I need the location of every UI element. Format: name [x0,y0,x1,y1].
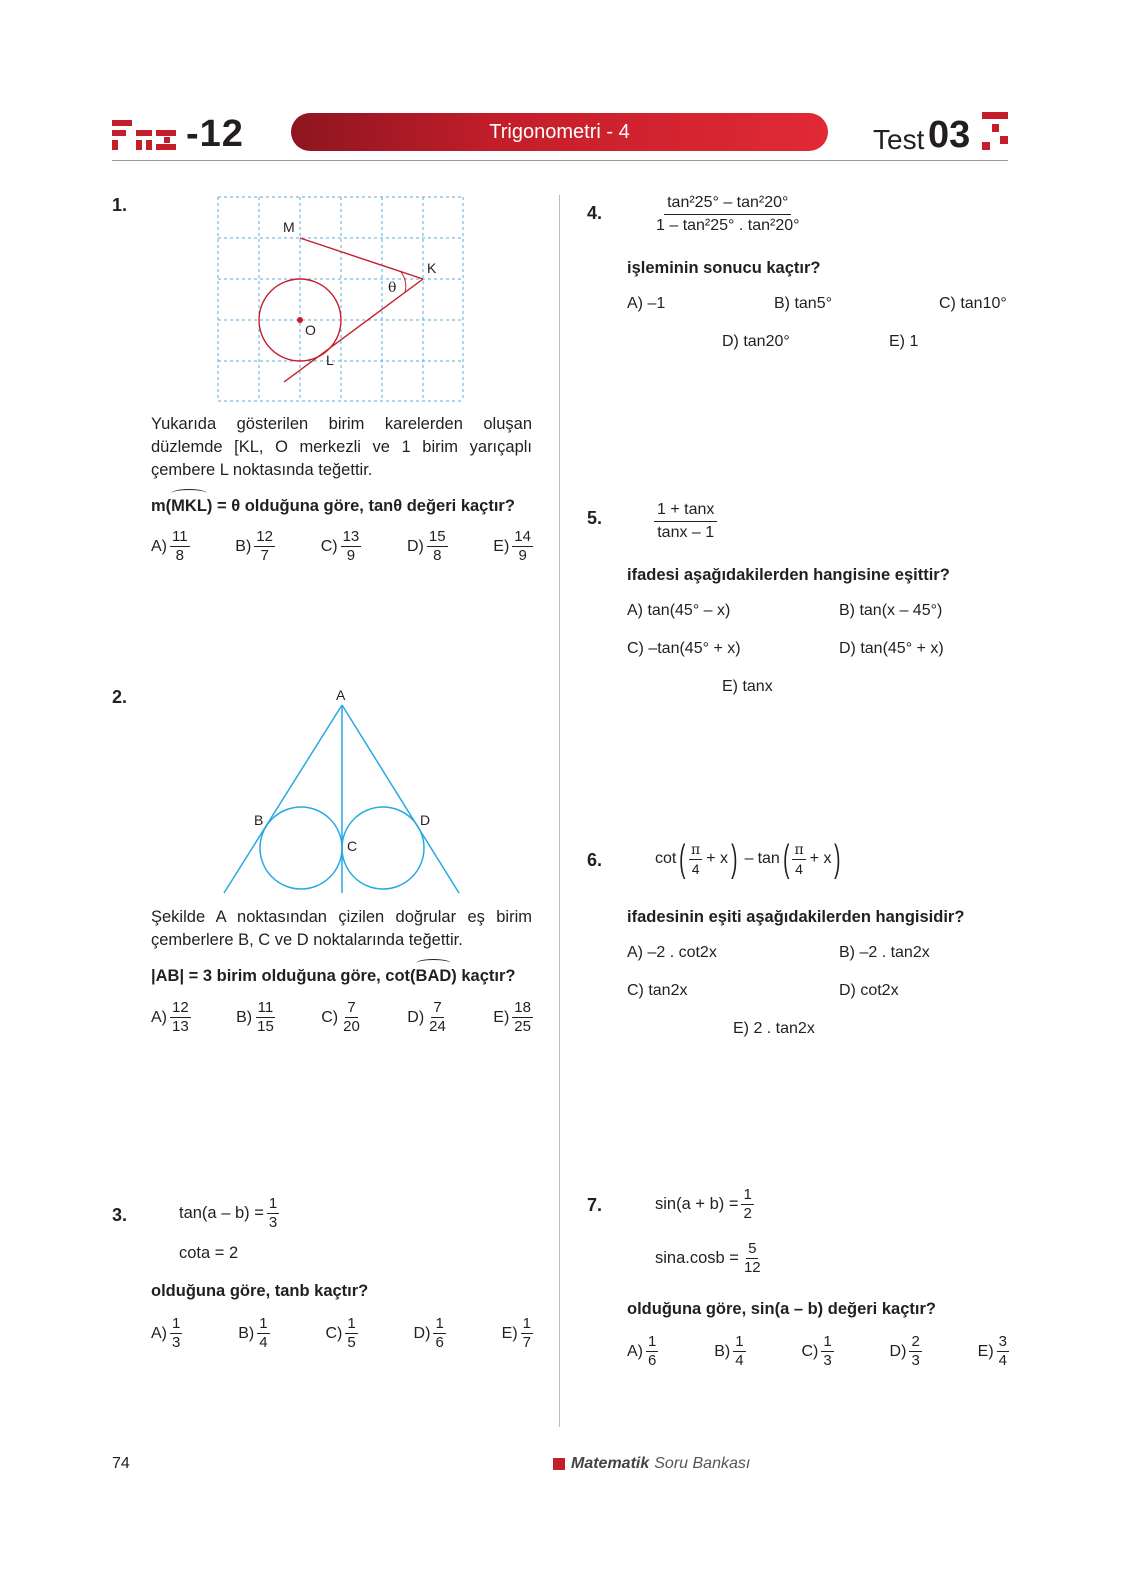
header [0,0,1133,170]
q1-center-dot [297,317,303,323]
q2-question: |AB| = 3 birim olduğuna göre, cot( BAD) kaçtır? [151,965,551,988]
q5-option-c[interactable]: C) –tan(45° + x) [627,640,741,657]
q3-question: olduğuna göre, tanb kaçtır? [151,1282,369,1300]
q2-option-d[interactable]: D) $\frac{7}{24}$ [407,999,446,1035]
q6-question: ifadesinin eşiti aşağıdakilerden hangisidir? [627,908,965,926]
q1-text: Yukarıda gösterilen birim karelerden oluşan düzlemde [KL, O merkezli ve 1 birim yarıçaplı çembere L noktasında teğettir. [151,415,532,479]
q7-number: 7. [587,1195,603,1215]
q2-option-c[interactable]: C) $\frac{7}{20}$ [321,999,360,1035]
q4-option-b[interactable]: B) tan5° [774,295,832,312]
q4-option-d[interactable]: D) tan20° [722,333,790,350]
q5-question: ifadesi aşağıdakilerden hangisine eşittir? [627,566,950,584]
q1-number: 1. [112,195,128,215]
q7-options [627,1333,1009,1370]
q7-option-d[interactable]: D) $\frac{2}{3}$ [889,1333,920,1369]
q2-line-right [342,705,459,893]
q3-option-e[interactable]: E) $\frac{1}{7}$ [501,1315,531,1351]
q1-label-theta: θ [388,280,397,296]
q3-equation-2: cota = 2 [179,1244,239,1262]
q3-option-c[interactable]: C) $\frac{1}{5}$ [325,1315,356,1351]
q4-numerator: tan²25° – tan²20° [664,192,791,215]
q2-option-a[interactable]: A) $\frac{12}{13}$ [151,999,189,1035]
q1-line-mk [300,238,423,279]
q2-label-b: B [254,812,264,828]
q7-equation-1: sin(a + b) = $\frac{1}{2}$ [655,1186,752,1222]
q4-denominator: 1 – tan²25° . tan²20° [656,217,800,234]
q1-label-m: M [283,219,295,235]
q1-option-a[interactable]: A) $\frac{11}{8}$ [151,528,188,564]
q7-option-b[interactable]: B) $\frac{1}{4}$ [714,1333,744,1369]
q5-option-d[interactable]: D) tan(45° + x) [839,640,944,657]
q4-expression [653,192,803,237]
q4-option-e[interactable]: E) 1 [889,333,919,350]
q4-number: 4. [587,203,603,223]
q5-option-a[interactable]: A) tan(45° – x) [627,602,731,619]
q6-option-c[interactable]: C) tan2x [627,982,688,999]
grade-label: -12 [186,113,244,155]
q7-option-a[interactable]: A) $\frac{1}{6}$ [627,1333,657,1369]
test-number: 03 [928,114,971,156]
page-number: 74 [112,1455,130,1472]
q5-option-b[interactable]: B) tan(x – 45°) [839,602,943,619]
q3-option-a[interactable]: A) $\frac{1}{3}$ [151,1315,181,1351]
q1-angle-arc [401,272,406,292]
q5-denominator: tanx – 1 [657,524,715,541]
q1-label-l: L [326,352,334,368]
q7-question: olduğuna göre, sin(a – b) değeri kaçtır? [627,1300,936,1318]
q2-option-e[interactable]: E) $\frac{18}{25}$ [493,999,531,1035]
q2-circle-left [260,807,342,889]
q5-option-e[interactable]: E) tanx [722,678,773,695]
q6-option-e[interactable]: E) 2 . tan2x [733,1020,815,1037]
q7-equation-2: sina.cosb = $\frac{5}{12}$ [655,1240,761,1276]
q2-options [151,999,533,1036]
q7-option-e[interactable]: E) $\frac{3}{4}$ [977,1333,1007,1369]
q5-expression [654,499,717,544]
q2-number: 2. [112,687,128,707]
footer-book-title: Matematik Soru Bankası [553,1455,750,1473]
q2-figure [215,685,470,900]
q6-expression: cot ( $\frac{\pi}{4}$ + x ) – tan ( $\frac{\pi}{4}$ + x ) [655,838,841,880]
topic-banner [291,113,828,151]
q2-text: Şekilde A noktasından çizilen doğrular eş birim çemberlere B, C ve D noktalarında teğettir. [151,908,532,949]
header-rule [112,160,1008,161]
q1-label-o: O [305,322,316,338]
column-divider [559,195,560,1427]
q1-option-c[interactable]: C) $\frac{13}{9}$ [320,528,360,564]
q2-option-b[interactable]: B) $\frac{11}{15}$ [236,999,274,1035]
q2-line-left [224,705,342,893]
q1-question: m( MKL) = θ olduğuna göre, tanθ değeri kaçtır? [151,495,551,518]
q7-option-c[interactable]: C) $\frac{1}{3}$ [801,1333,832,1369]
topic-title: Trigonometri - 4 [489,121,630,143]
q1-option-b[interactable]: B) $\frac{12}{7}$ [235,528,273,564]
q2-label-c: C [347,838,358,854]
q6-number: 6. [587,850,603,870]
q4-option-c[interactable]: C) tan10° [939,295,1007,312]
q6-option-a[interactable]: A) –2 . cot2x [627,944,717,961]
q6-option-b[interactable]: B) –2 . tan2x [839,944,930,961]
q1-option-d[interactable]: D) $\frac{15}{8}$ [407,528,446,564]
footer-square-icon [553,1458,565,1470]
q4-option-a[interactable]: A) –1 [627,295,666,312]
q1-label-k: K [427,260,437,276]
q2-label-a: A [336,687,346,703]
q1-options [151,528,533,565]
q3-options [151,1315,533,1352]
q2-label-d: D [420,812,431,828]
test-logo-icon [982,112,1010,152]
test-label: Test [873,124,925,155]
brand-logo [112,118,182,154]
q3-option-d[interactable]: D) $\frac{1}{6}$ [413,1315,444,1351]
q4-question: işleminin sonucu kaçtır? [627,259,821,277]
q3-option-b[interactable]: B) $\frac{1}{4}$ [238,1315,268,1351]
q6-option-d[interactable]: D) cot2x [839,982,899,999]
q5-numerator: 1 + tanx [654,499,717,522]
q3-number: 3. [112,1205,128,1225]
q3-equation-1: tan(a – b) = $\frac{1}{3}$ [179,1195,278,1231]
q1-figure [210,190,475,405]
q1-option-e[interactable]: E) $\frac{14}{9}$ [493,528,531,564]
q5-number: 5. [587,508,603,528]
